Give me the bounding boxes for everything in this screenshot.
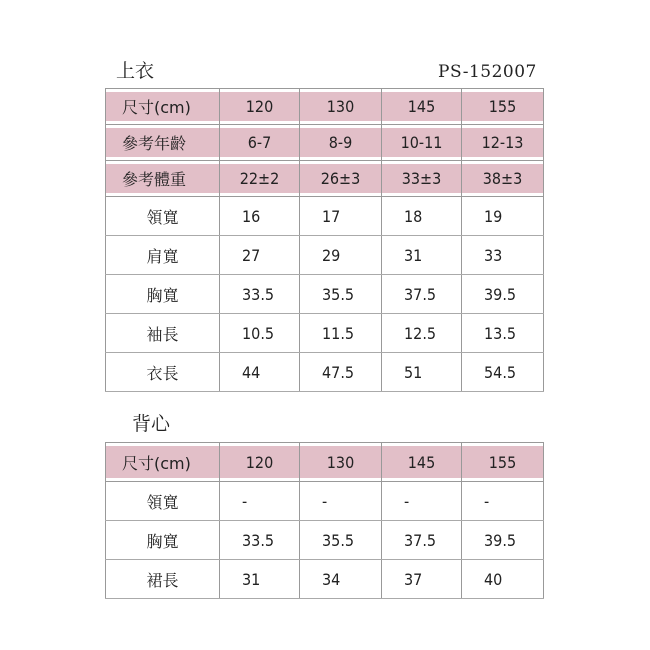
cell-value: 17 [300,197,382,236]
cell-value: 11.5 [300,314,382,353]
vest-section-title: 背心 [132,413,171,435]
row-label: 衣長 [106,353,220,392]
cell-value: 38±3 [462,161,544,197]
cell-value: 47.5 [300,353,382,392]
table-row [106,560,544,599]
cell-value: 40 [462,560,544,599]
cell-value: 18 [382,197,462,236]
cell-value: 54.5 [462,353,544,392]
cell-value: 31 [220,560,300,599]
cell-value: 22±2 [220,161,300,197]
cell-value: - [382,482,462,521]
cell-value: 35.5 [300,275,382,314]
cell-value: - [300,482,382,521]
table-row [106,443,544,482]
cell-value: 29 [300,236,382,275]
cell-value: 33.5 [220,521,300,560]
cell-value: 10.5 [220,314,300,353]
cell-value: 51 [382,353,462,392]
table-row [106,521,544,560]
cell-value: 37.5 [382,521,462,560]
table-row [106,125,544,161]
row-label: 胸寬 [106,521,220,560]
cell-value: 12-13 [462,125,544,161]
top-section-title: 上衣 [116,60,155,82]
table-row [106,353,544,392]
product-code: PS-152007 [438,62,537,82]
table-row [106,236,544,275]
cell-value: 37.5 [382,275,462,314]
table-row [106,89,544,125]
cell-value: 39.5 [462,275,544,314]
cell-value: 130 [300,443,382,482]
table-row [106,197,544,236]
table-row [106,161,544,197]
vest-size-table-body [106,443,544,599]
cell-value: - [462,482,544,521]
cell-value: 155 [462,443,544,482]
cell-value: 27 [220,236,300,275]
row-label: 尺寸(cm) [106,89,220,125]
cell-value: 44 [220,353,300,392]
cell-value: 120 [220,443,300,482]
row-label: 參考年齡 [106,125,220,161]
row-label: 領寬 [106,197,220,236]
table-row [106,314,544,353]
cell-value: 12.5 [382,314,462,353]
cell-value: 39.5 [462,521,544,560]
row-label: 領寬 [106,482,220,521]
row-label: 胸寬 [106,275,220,314]
cell-value: 31 [382,236,462,275]
row-label: 肩寬 [106,236,220,275]
row-label: 袖長 [106,314,220,353]
cell-value: 8-9 [300,125,382,161]
row-label: 裙長 [106,560,220,599]
cell-value: 37 [382,560,462,599]
cell-value: 13.5 [462,314,544,353]
vest-size-table [105,442,544,599]
cell-value: 120 [220,89,300,125]
cell-value: 6-7 [220,125,300,161]
cell-value: 35.5 [300,521,382,560]
table-row [106,275,544,314]
cell-value: 145 [382,443,462,482]
cell-value: 33.5 [220,275,300,314]
table-row [106,482,544,521]
cell-value: 10-11 [382,125,462,161]
cell-value: 16 [220,197,300,236]
cell-value: 33±3 [382,161,462,197]
row-label: 尺寸(cm) [106,443,220,482]
top-size-table [105,88,544,392]
row-label: 參考體重 [106,161,220,197]
cell-value: 155 [462,89,544,125]
cell-value: 130 [300,89,382,125]
cell-value: - [220,482,300,521]
cell-value: 34 [300,560,382,599]
cell-value: 26±3 [300,161,382,197]
cell-value: 33 [462,236,544,275]
cell-value: 19 [462,197,544,236]
top-size-table-body [106,89,544,392]
cell-value: 145 [382,89,462,125]
